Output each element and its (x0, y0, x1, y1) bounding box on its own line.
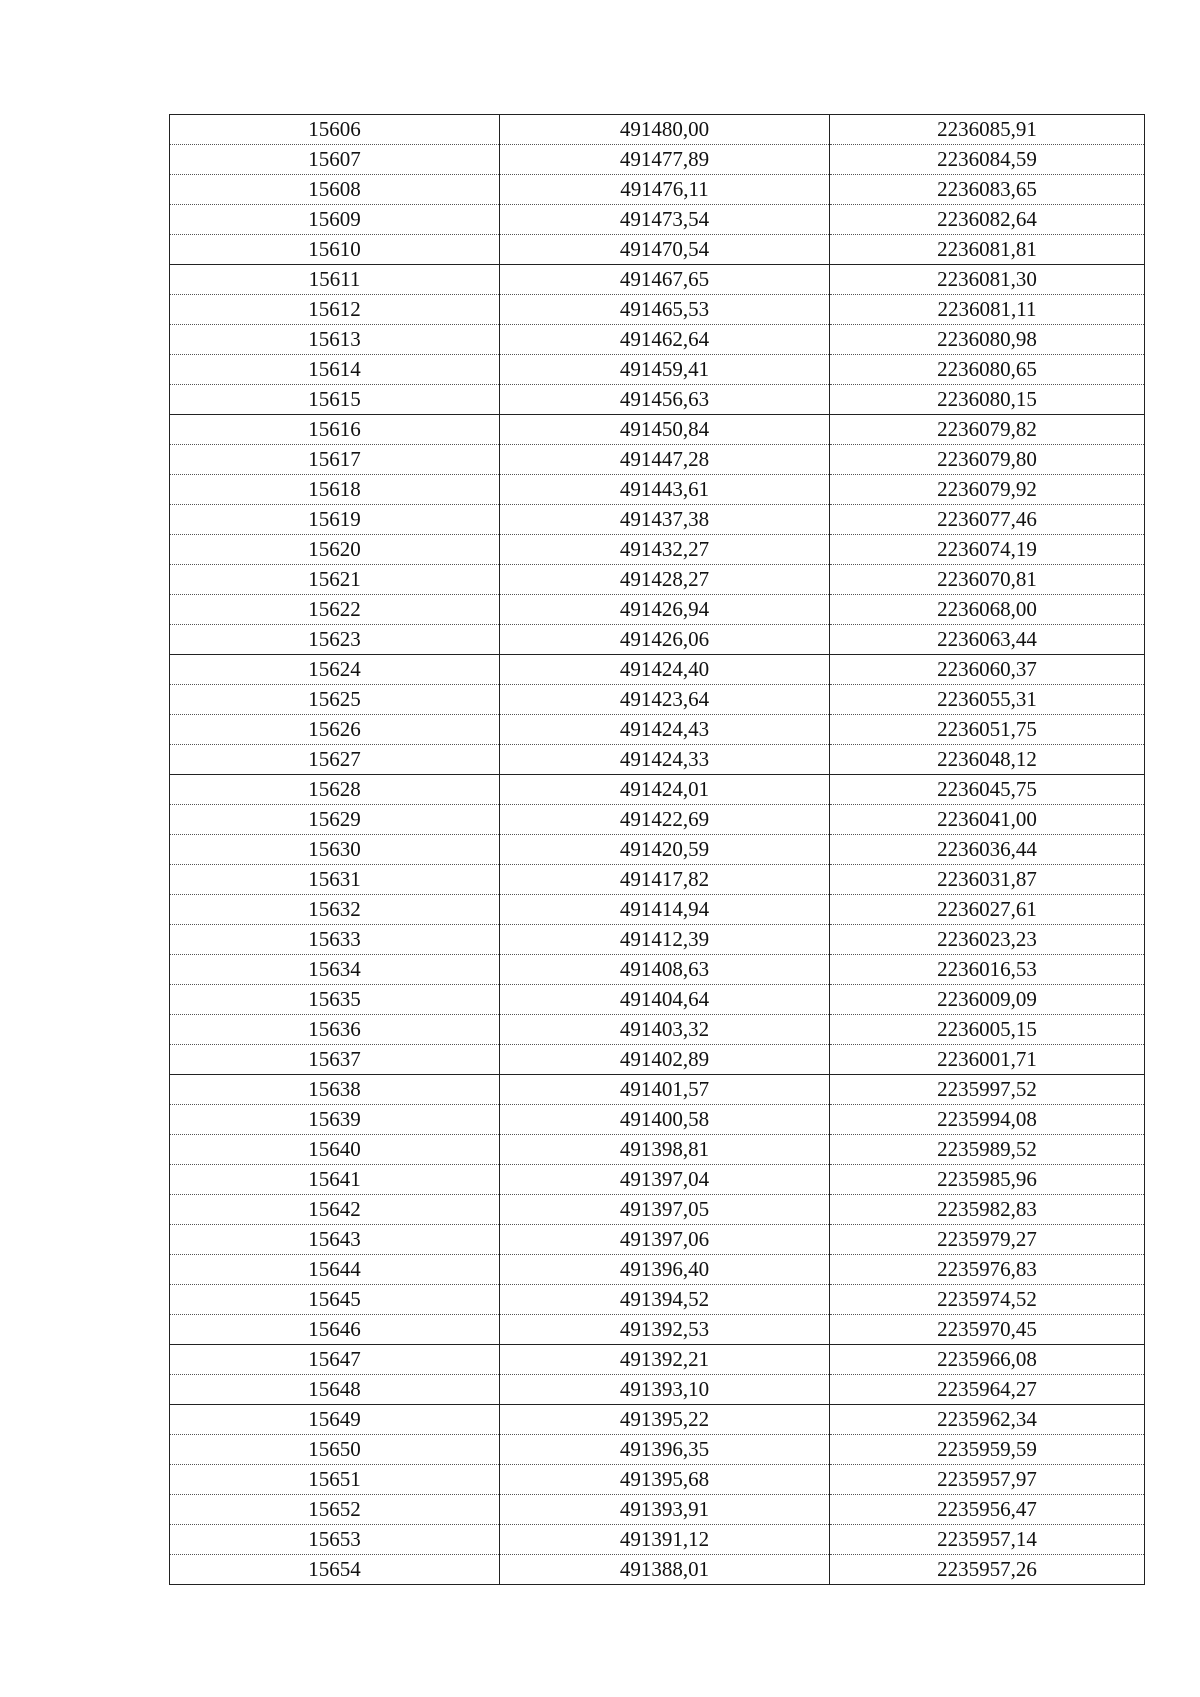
table-row (170, 1105, 1145, 1135)
point-number-cell: 15613 (170, 325, 500, 355)
y-coordinate-cell: 2236060,37 (830, 655, 1145, 685)
table-row (170, 865, 1145, 895)
table-row (170, 1075, 1145, 1105)
y-coordinate-cell: 2235966,08 (830, 1345, 1145, 1375)
x-coordinate-cell: 491423,64 (500, 685, 830, 715)
y-coordinate-cell: 2236081,30 (830, 265, 1145, 295)
table-row (170, 1045, 1145, 1075)
x-coordinate-cell: 491403,32 (500, 1015, 830, 1045)
table-row (170, 355, 1145, 385)
point-number-cell: 15647 (170, 1345, 500, 1375)
table-row (170, 655, 1145, 685)
y-coordinate-cell: 2235985,96 (830, 1165, 1145, 1195)
x-coordinate-cell: 491437,38 (500, 505, 830, 535)
y-coordinate-cell: 2235957,97 (830, 1465, 1145, 1495)
x-coordinate-cell: 491476,11 (500, 175, 830, 205)
point-number-cell: 15624 (170, 655, 500, 685)
point-number-cell: 15652 (170, 1495, 500, 1525)
x-coordinate-cell: 491424,40 (500, 655, 830, 685)
point-number-cell: 15615 (170, 385, 500, 415)
table-row (170, 235, 1145, 265)
y-coordinate-cell: 2236016,53 (830, 955, 1145, 985)
y-coordinate-cell: 2235974,52 (830, 1285, 1145, 1315)
point-number-cell: 15638 (170, 1075, 500, 1105)
table-row (170, 775, 1145, 805)
x-coordinate-cell: 491428,27 (500, 565, 830, 595)
point-number-cell: 15636 (170, 1015, 500, 1045)
point-number-cell: 15628 (170, 775, 500, 805)
x-coordinate-cell: 491422,69 (500, 805, 830, 835)
table-row (170, 1285, 1145, 1315)
point-number-cell: 15654 (170, 1555, 500, 1585)
y-coordinate-cell: 2236077,46 (830, 505, 1145, 535)
x-coordinate-cell: 491477,89 (500, 145, 830, 175)
y-coordinate-cell: 2236084,59 (830, 145, 1145, 175)
point-number-cell: 15632 (170, 895, 500, 925)
y-coordinate-cell: 2236079,80 (830, 445, 1145, 475)
point-number-cell: 15635 (170, 985, 500, 1015)
x-coordinate-cell: 491480,00 (500, 115, 830, 145)
x-coordinate-cell: 491396,40 (500, 1255, 830, 1285)
table-row (170, 565, 1145, 595)
point-number-cell: 15637 (170, 1045, 500, 1075)
y-coordinate-cell: 2236005,15 (830, 1015, 1145, 1045)
y-coordinate-cell: 2236082,64 (830, 205, 1145, 235)
point-number-cell: 15648 (170, 1375, 500, 1405)
point-number-cell: 15625 (170, 685, 500, 715)
x-coordinate-cell: 491465,53 (500, 295, 830, 325)
y-coordinate-cell: 2235964,27 (830, 1375, 1145, 1405)
y-coordinate-cell: 2236081,11 (830, 295, 1145, 325)
point-number-cell: 15619 (170, 505, 500, 535)
x-coordinate-cell: 491470,54 (500, 235, 830, 265)
table-row (170, 205, 1145, 235)
point-number-cell: 15614 (170, 355, 500, 385)
point-number-cell: 15607 (170, 145, 500, 175)
x-coordinate-cell: 491401,57 (500, 1075, 830, 1105)
y-coordinate-cell: 2236081,81 (830, 235, 1145, 265)
table-row (170, 1135, 1145, 1165)
x-coordinate-cell: 491396,35 (500, 1435, 830, 1465)
point-number-cell: 15653 (170, 1525, 500, 1555)
point-number-cell: 15630 (170, 835, 500, 865)
table-row (170, 385, 1145, 415)
y-coordinate-cell: 2236045,75 (830, 775, 1145, 805)
point-number-cell: 15616 (170, 415, 500, 445)
table-row (170, 685, 1145, 715)
point-number-cell: 15644 (170, 1255, 500, 1285)
table-row (170, 895, 1145, 925)
table-row (170, 595, 1145, 625)
y-coordinate-cell: 2236074,19 (830, 535, 1145, 565)
y-coordinate-cell: 2236080,98 (830, 325, 1145, 355)
table-row (170, 745, 1145, 775)
table-row (170, 985, 1145, 1015)
table-row (170, 1525, 1145, 1555)
x-coordinate-cell: 491393,91 (500, 1495, 830, 1525)
point-number-cell: 15643 (170, 1225, 500, 1255)
y-coordinate-cell: 2235997,52 (830, 1075, 1145, 1105)
y-coordinate-cell: 2236085,91 (830, 115, 1145, 145)
point-number-cell: 15633 (170, 925, 500, 955)
point-number-cell: 15608 (170, 175, 500, 205)
y-coordinate-cell: 2236051,75 (830, 715, 1145, 745)
point-number-cell: 15646 (170, 1315, 500, 1345)
x-coordinate-cell: 491391,12 (500, 1525, 830, 1555)
x-coordinate-cell: 491462,64 (500, 325, 830, 355)
y-coordinate-cell: 2235989,52 (830, 1135, 1145, 1165)
y-coordinate-cell: 2236027,61 (830, 895, 1145, 925)
x-coordinate-cell: 491414,94 (500, 895, 830, 925)
y-coordinate-cell: 2236080,15 (830, 385, 1145, 415)
y-coordinate-cell: 2235979,27 (830, 1225, 1145, 1255)
y-coordinate-cell: 2236079,82 (830, 415, 1145, 445)
table-row (170, 535, 1145, 565)
point-number-cell: 15642 (170, 1195, 500, 1225)
x-coordinate-cell: 491392,53 (500, 1315, 830, 1345)
y-coordinate-cell: 2235994,08 (830, 1105, 1145, 1135)
x-coordinate-cell: 491459,41 (500, 355, 830, 385)
y-coordinate-cell: 2235957,26 (830, 1555, 1145, 1585)
coordinates-table (169, 114, 1145, 1585)
point-number-cell: 15621 (170, 565, 500, 595)
table-row (170, 445, 1145, 475)
x-coordinate-cell: 491397,06 (500, 1225, 830, 1255)
x-coordinate-cell: 491408,63 (500, 955, 830, 985)
y-coordinate-cell: 2236041,00 (830, 805, 1145, 835)
table-row (170, 1315, 1145, 1345)
x-coordinate-cell: 491402,89 (500, 1045, 830, 1075)
point-number-cell: 15631 (170, 865, 500, 895)
point-number-cell: 15627 (170, 745, 500, 775)
table-row (170, 835, 1145, 865)
y-coordinate-cell: 2235976,83 (830, 1255, 1145, 1285)
table-row (170, 1345, 1145, 1375)
x-coordinate-cell: 491417,82 (500, 865, 830, 895)
x-coordinate-cell: 491412,39 (500, 925, 830, 955)
point-number-cell: 15626 (170, 715, 500, 745)
point-number-cell: 15645 (170, 1285, 500, 1315)
point-number-cell: 15640 (170, 1135, 500, 1165)
y-coordinate-cell: 2236023,23 (830, 925, 1145, 955)
x-coordinate-cell: 491397,05 (500, 1195, 830, 1225)
table-row (170, 1495, 1145, 1525)
table-row (170, 145, 1145, 175)
table-row (170, 175, 1145, 205)
table-row (170, 115, 1145, 145)
x-coordinate-cell: 491395,22 (500, 1405, 830, 1435)
x-coordinate-cell: 491426,94 (500, 595, 830, 625)
y-coordinate-cell: 2236070,81 (830, 565, 1145, 595)
table-row (170, 715, 1145, 745)
x-coordinate-cell: 491420,59 (500, 835, 830, 865)
y-coordinate-cell: 2236009,09 (830, 985, 1145, 1015)
point-number-cell: 15620 (170, 535, 500, 565)
y-coordinate-cell: 2236068,00 (830, 595, 1145, 625)
table-row (170, 505, 1145, 535)
point-number-cell: 15650 (170, 1435, 500, 1465)
point-number-cell: 15641 (170, 1165, 500, 1195)
point-number-cell: 15623 (170, 625, 500, 655)
table-row (170, 1405, 1145, 1435)
x-coordinate-cell: 491395,68 (500, 1465, 830, 1495)
point-number-cell: 15629 (170, 805, 500, 835)
point-number-cell: 15612 (170, 295, 500, 325)
point-number-cell: 15617 (170, 445, 500, 475)
y-coordinate-cell: 2235957,14 (830, 1525, 1145, 1555)
x-coordinate-cell: 491450,84 (500, 415, 830, 445)
y-coordinate-cell: 2236079,92 (830, 475, 1145, 505)
y-coordinate-cell: 2236055,31 (830, 685, 1145, 715)
point-number-cell: 15651 (170, 1465, 500, 1495)
y-coordinate-cell: 2235970,45 (830, 1315, 1145, 1345)
table-row (170, 925, 1145, 955)
y-coordinate-cell: 2235959,59 (830, 1435, 1145, 1465)
y-coordinate-cell: 2236048,12 (830, 745, 1145, 775)
y-coordinate-cell: 2236036,44 (830, 835, 1145, 865)
x-coordinate-cell: 491398,81 (500, 1135, 830, 1165)
y-coordinate-cell: 2235982,83 (830, 1195, 1145, 1225)
table-row (170, 805, 1145, 835)
x-coordinate-cell: 491397,04 (500, 1165, 830, 1195)
x-coordinate-cell: 491426,06 (500, 625, 830, 655)
x-coordinate-cell: 491447,28 (500, 445, 830, 475)
point-number-cell: 15618 (170, 475, 500, 505)
table-row (170, 1225, 1145, 1255)
x-coordinate-cell: 491388,01 (500, 1555, 830, 1585)
x-coordinate-cell: 491473,54 (500, 205, 830, 235)
table-row (170, 1195, 1145, 1225)
coordinates-table-body (170, 115, 1145, 1585)
y-coordinate-cell: 2236001,71 (830, 1045, 1145, 1075)
y-coordinate-cell: 2235962,34 (830, 1405, 1145, 1435)
table-row (170, 325, 1145, 355)
table-row (170, 1255, 1145, 1285)
table-row (170, 415, 1145, 445)
x-coordinate-cell: 491392,21 (500, 1345, 830, 1375)
x-coordinate-cell: 491393,10 (500, 1375, 830, 1405)
y-coordinate-cell: 2236031,87 (830, 865, 1145, 895)
x-coordinate-cell: 491456,63 (500, 385, 830, 415)
table-row (170, 1165, 1145, 1195)
point-number-cell: 15639 (170, 1105, 500, 1135)
point-number-cell: 15634 (170, 955, 500, 985)
x-coordinate-cell: 491467,65 (500, 265, 830, 295)
table-row (170, 955, 1145, 985)
y-coordinate-cell: 2236083,65 (830, 175, 1145, 205)
table-row (170, 1015, 1145, 1045)
point-number-cell: 15611 (170, 265, 500, 295)
x-coordinate-cell: 491424,01 (500, 775, 830, 805)
point-number-cell: 15622 (170, 595, 500, 625)
x-coordinate-cell: 491394,52 (500, 1285, 830, 1315)
table-row (170, 1555, 1145, 1585)
table-row (170, 295, 1145, 325)
point-number-cell: 15649 (170, 1405, 500, 1435)
y-coordinate-cell: 2235956,47 (830, 1495, 1145, 1525)
point-number-cell: 15610 (170, 235, 500, 265)
table-row (170, 1435, 1145, 1465)
table-row (170, 625, 1145, 655)
x-coordinate-cell: 491443,61 (500, 475, 830, 505)
y-coordinate-cell: 2236080,65 (830, 355, 1145, 385)
x-coordinate-cell: 491432,27 (500, 535, 830, 565)
table-row (170, 1465, 1145, 1495)
point-number-cell: 15609 (170, 205, 500, 235)
x-coordinate-cell: 491404,64 (500, 985, 830, 1015)
x-coordinate-cell: 491424,43 (500, 715, 830, 745)
point-number-cell: 15606 (170, 115, 500, 145)
table-row (170, 1375, 1145, 1405)
table-row (170, 475, 1145, 505)
y-coordinate-cell: 2236063,44 (830, 625, 1145, 655)
x-coordinate-cell: 491400,58 (500, 1105, 830, 1135)
table-row (170, 265, 1145, 295)
x-coordinate-cell: 491424,33 (500, 745, 830, 775)
